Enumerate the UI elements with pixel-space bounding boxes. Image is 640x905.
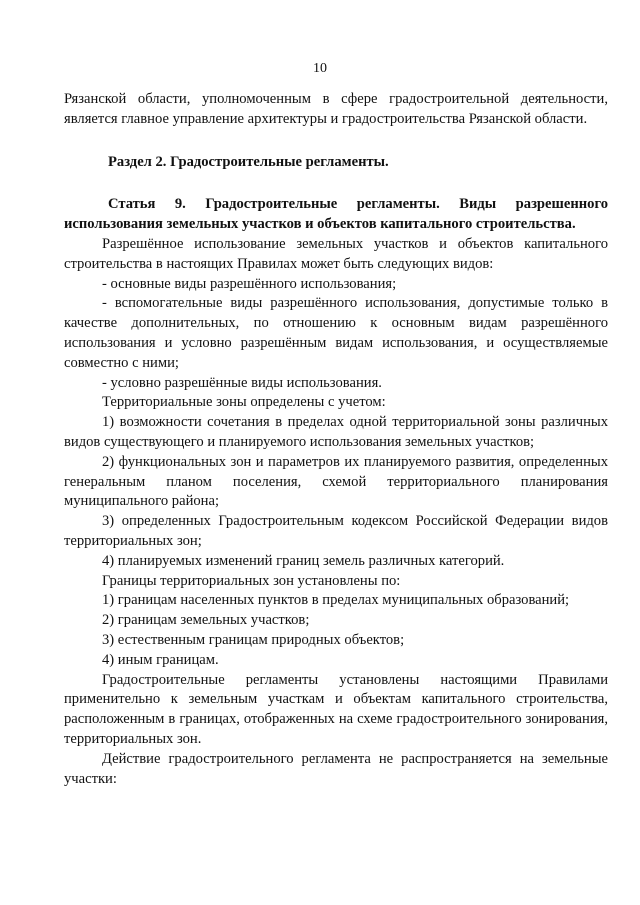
page-number: 10 [313, 61, 327, 76]
list-item: - основные виды разрешённого использования; [102, 275, 397, 292]
list-item: - условно разрешённые виды использования. [102, 374, 382, 391]
paragraph: Границы территориальных зон установлены по: [102, 572, 401, 589]
paragraph: Разрешённое использование земельных участков и объектов капитального строительства в настоящих Правилах может быть следующих видов: [64, 235, 608, 272]
paragraph: Территориальные зоны определены с учетом: [102, 394, 386, 411]
list-item: - вспомогательные виды разрешённого использования, допустимые только в качестве дополнительных, по отношению к основным видам разрешённого использования и условно разрешённым видам использования, и осуществляемые совместно с ними; [64, 295, 608, 371]
paragraph: Рязанской области, уполномоченным в сфере градостроительной деятельности, является главное управление архитектуры и градостроительства Рязанской области. [64, 91, 608, 127]
list-item: 2) границам земельных участков; [102, 612, 310, 629]
list-item: 4) иным границам. [102, 651, 219, 668]
paragraph: Градостроительные регламенты установлены настоящими Правилами применительно к земельным участкам и объектам капитального строительства, расположенным в границах, отображенных на схеме градостроительного зонирования, территориальных зон. [64, 671, 608, 747]
paragraph: Действие градостроительного регламента не распространяется на земельные участки: [64, 750, 608, 787]
list-item: 4) планируемых изменений границ земель различных категорий. [102, 552, 505, 569]
list-item: 3) определенных Градостроительным кодексом Российской Федерации видов территориальных зон; [64, 513, 608, 549]
list-item: 1) возможности сочетания в пределах одной территориальной зоны различных видов существующего и планируемого использования земельных участков; [64, 414, 608, 450]
document-body [64, 90, 608, 789]
list-item: 2) функциональных зон и параметров их планируемого развития, определенных генеральным планом поселения, схемой территориального планирования муниципального района; [64, 453, 608, 510]
list-item: 1) границам населенных пунктов в пределах муниципальных образований; [102, 592, 570, 609]
article-heading: Статья 9. Градостроительные регламенты. Виды разрешенного использования земельных участков и объектов капитального строительства. [64, 196, 608, 233]
list-item: 3) естественным границам природных объектов; [102, 631, 405, 648]
section-heading: Раздел 2. Градостроительные регламенты. [108, 153, 389, 170]
